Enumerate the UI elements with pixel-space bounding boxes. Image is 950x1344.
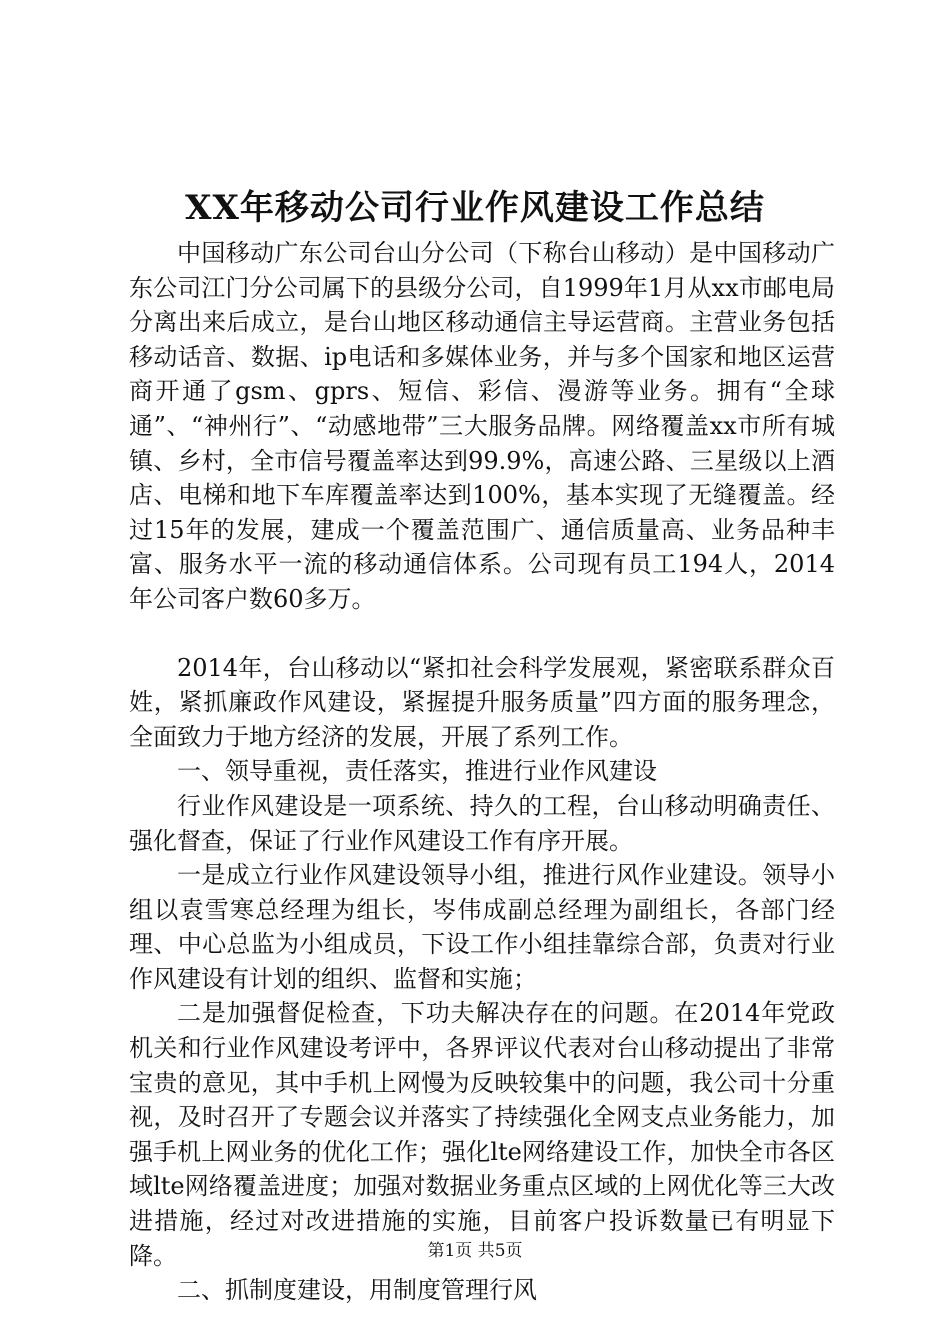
document-title: XX年移动公司行业作风建设工作总结 <box>185 188 765 228</box>
paragraph-section-1-intro: 行业作风建设是一项系统、持久的工程，台山移动明确责任、强化督查，保证了行业作风建设工作有序开展。 <box>129 791 835 855</box>
paragraph-intro: 中国移动广东公司台山分公司（下称台山移动）是中国移动广东公司江门分公司属下的县级分公司，自1999年1月从xx市邮电局分离出来后成立，是台山地区移动通信主导运营商。主营业务包括移动话音、数据、ip电话和多媒体业务，并与多个国家和地区运营商开通了gsm、gprs、短信、彩信、漫游等业务。拥有“全球通”、“神州行”、“动感地带”三大服务品牌。网络覆盖xx市所有城镇、乡村，全市信号覆盖率达到99.9%，高速公路、三星级以上酒店、电梯和地下车库覆盖率达到100%，基本实现了无缝覆盖。经过15年的发展，建成一个覆盖范围广、通信质量高、业务品种丰富、服务水平一流的移动通信体系。公司现有员工194人，2014年公司客户数60多万。 <box>129 239 835 613</box>
document-body <box>129 236 835 1308</box>
section-heading-1: 一、领导重视，责任落实，推进行业作风建设 <box>177 757 657 786</box>
page-footer: 第1页 共5页 <box>427 1241 523 1261</box>
paragraph-point-1: 一是成立行业作风建设领导小组，推进行风作业建设。领导小组以袁雪寒总经理为组长，岑伟成副总经理为副组长，各部门经理、中心总监为小组成员，下设工作小组挂靠综合部，负责对行业作风建设有计划的组织、监督和实施； <box>129 861 835 993</box>
paragraph-2014-overview: 2014年，台山移动以“紧扣社会科学发展观，紧密联系群众百姓，紧抓廉政作风建设，紧握提升服务质量”四方面的服务理念，全面致力于地方经济的发展，开展了系列工作。 <box>129 653 835 751</box>
section-heading-2: 二、抓制度建设，用制度管理行风 <box>177 1276 537 1305</box>
paragraph-point-2: 二是加强督促检查，下功夫解决存在的问题。在2014年党政机关和行业作风建设考评中，各界评议代表对台山移动提出了非常宝贵的意见，其中手机上网慢为反映较集中的问题，我公司十分重视，及时召开了专题会议并落实了持续强化全网支点业务能力，加强手机上网业务的优化工作；强化lte网络建设工作，加快全市各区域lte网络覆盖进度；加强对数据业务重点区域的上网优化等三大改进措施，经过对改进措施的实施，目前客户投诉数量已有明显下降。 <box>129 999 835 1270</box>
